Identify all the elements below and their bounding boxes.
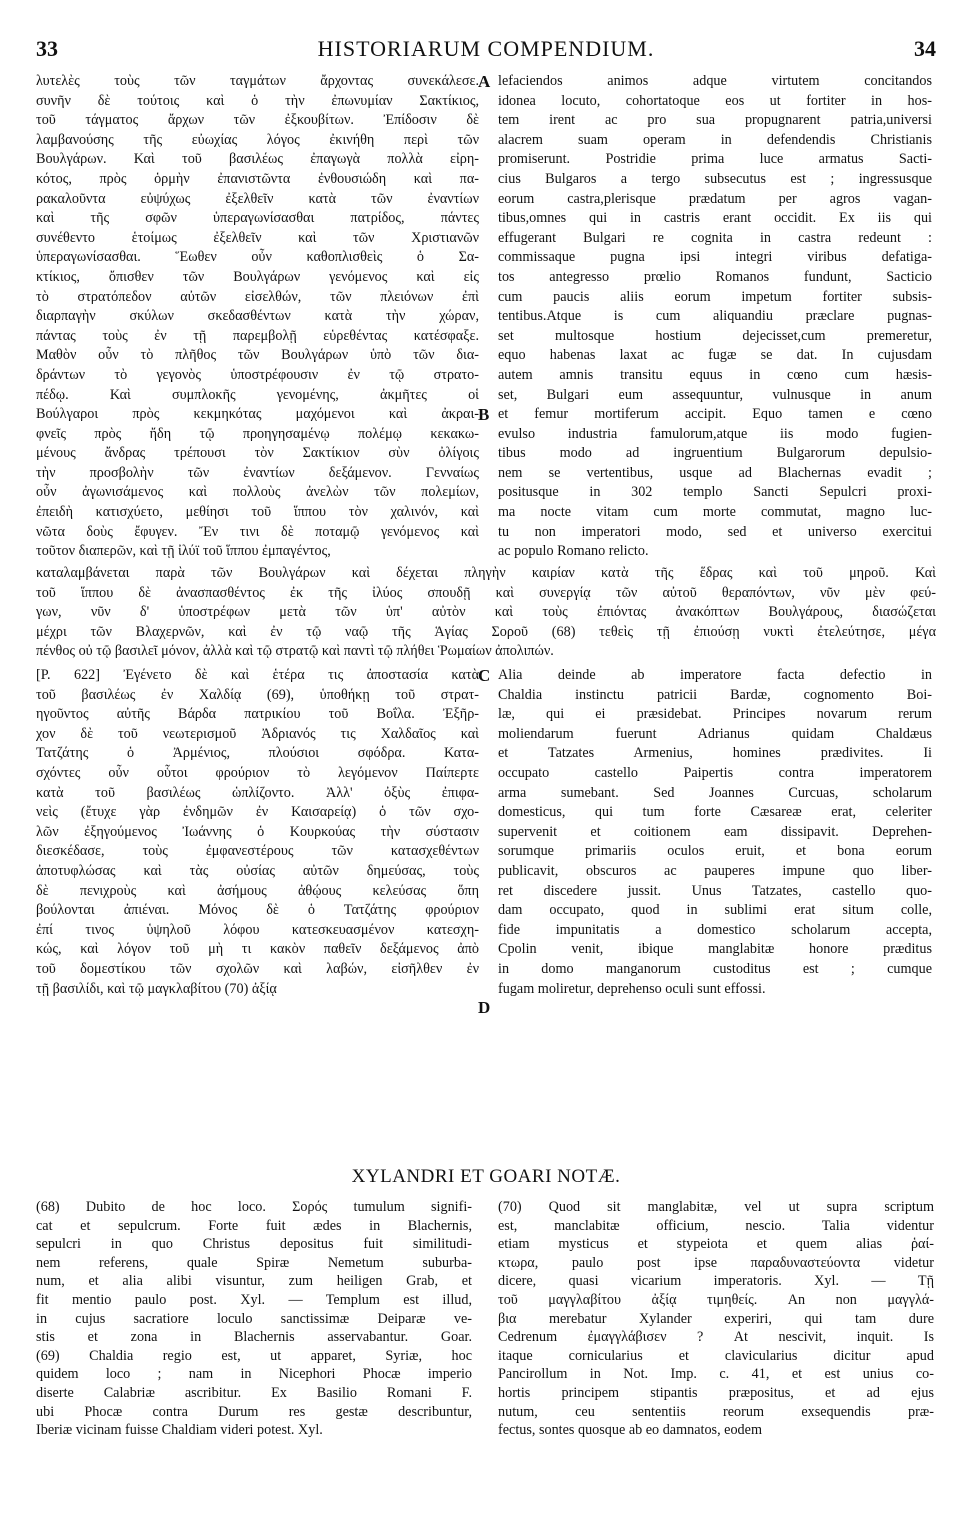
page-number-left: 33	[36, 36, 58, 61]
text-line: συνῆν δὲ τούτοις καὶ ὁ τὴν ἐπωνυμίαν Σακτίκιος,	[36, 92, 479, 109]
text-line: stis et zona in Blachernis asservabantur. Goar.	[36, 1329, 472, 1346]
text-line: cat et sepulcrum. Forte fuit ædes in Blachernis,	[36, 1217, 472, 1234]
greek-column-1	[36, 72, 479, 562]
text-line: βούλονται ἀπιέναι. Μόνος δὲ ὁ Τατζάτης φρούριον	[36, 902, 479, 919]
text-line: πένθος οὐ τῷ βασιλεῖ μόνον, ἀλλὰ καὶ τῷ στρατῷ καὶ παντὶ τῷ πλήθει Ῥωμαίων ἀπολιπών.	[36, 643, 554, 660]
text-line: Βουλγάρων. Καὶ τοῦ βασιλέως ἐπαγωγὰ πολλὰ εἰρη-	[36, 151, 479, 168]
text-line: autem amnis transitu equus in cœno cum hæsis-	[498, 366, 932, 383]
text-line: τοῦ μαγγλαβίτου ἀξίᾳ τιμηθείς. An non μαγγλά-	[498, 1291, 934, 1308]
text-line: et femur mortiferum accipit. Equo tamen e cœno	[498, 406, 932, 423]
latin-column-1	[498, 72, 932, 562]
text-line: τοῦτον διαπερῶν, καὶ τῇ ἰλύϊ τοῦ ἵππου ἐμπαγέντος,	[36, 543, 331, 560]
text-line: idonea locuto, cohortatoque eos ut fortiter in hos-	[498, 92, 932, 109]
text-line: nutum, ceu sententiis reorum exsequendis præ-	[498, 1403, 934, 1420]
text-line: κότος, πρὸς ὁρμὴν ἐπανιστῶντα ἐνθουσιώδη καὶ πα-	[36, 170, 479, 187]
text-line: νεὶς (ἔτυχε γὰρ ἐνδημῶν ἐν Καισαρείᾳ) ὁ τῶν σχο-	[36, 804, 479, 821]
text-line: est, manclabitæ officium, nescio. Talia videntur	[498, 1217, 934, 1234]
text-line: ὑπεραγωνίσασθαι. Ἕωθεν οὖν καθοπλισθεὶς ὁ Σα-	[36, 249, 479, 266]
text-line: φνεῖς πρὸς ἤδη τῷ προηγησαμένῳ πολέμῳ κεκακω-	[36, 425, 479, 442]
text-line: num, et alia alibi visuntur, zum heiligen Grab, et	[36, 1273, 472, 1290]
text-line: tibus modo ad ingruentium Bulgarorum depulsio-	[498, 445, 932, 462]
text-line: nem referens, quale Spiræ Nemetum suburba-	[36, 1254, 472, 1271]
running-title: HISTORIARUM COMPENDIUM.	[317, 36, 655, 61]
text-line: διεσκέδασε, τοὺς ἐμφανεστέρους τῶν κατασχεθέντων	[36, 843, 479, 860]
greek-column-2	[36, 666, 479, 999]
text-line: effugerant Bulgari re cognita in castra redeunt :	[498, 229, 932, 246]
text-line: nem se vertentibus, usque ad Blachernas evadit ;	[498, 464, 932, 481]
footnotes-right	[498, 1198, 934, 1440]
text-line: sepulcri in quo Christus depositus fuit similitudi-	[36, 1236, 472, 1253]
text-line: in domo manganorum custoditus est ; cumque	[498, 960, 932, 977]
text-line: alacrem suam operam in defendendis Christianis	[498, 131, 932, 148]
text-line: in cujus sacratiore loculo sanctissimæ Deiparæ ve-	[36, 1310, 472, 1327]
text-line: cius Bulgaros a tergo subsecutus est ; ingressusque	[498, 170, 932, 187]
text-line: promiserunt. Postridie prima luce armatus Sacti-	[498, 151, 932, 168]
text-line: Cpolin venit, ibique manglabitæ honore præditus	[498, 941, 932, 958]
text-line: quidem loco ; nam in Nicephori Phocæ imperio	[36, 1366, 472, 1383]
text-line: fide impunitatis a domestico scholarum accepta,	[498, 921, 932, 938]
text-line: καὶ τῆς σφῶν ὑπεραγωνίσασθαι πατρίδος, πάντες	[36, 210, 479, 227]
text-line: set, Bulgari eum assequuntur, vulnusque in anum	[498, 386, 932, 403]
text-line: τοῦ δομεστίκου τῶν σχολῶν καὶ λαβών, εἰσῆλθεν ἐν	[36, 960, 479, 977]
text-line: tibus,omnes qui in castris erant occidit. Ex iis qui	[498, 210, 932, 227]
text-line: arma sumebant. Sed Joannes Curcuas, scholarum	[498, 784, 932, 801]
latin-column-2	[498, 666, 932, 999]
text-line: ἐπί τινος ὑψηλοῦ λόφου κατεσκευασμένον κατεσχη-	[36, 921, 479, 938]
text-line: equo habenas laxat ac fugæ se dat. In cujusdam	[498, 347, 932, 364]
page-number-right: 34	[914, 36, 936, 61]
text-line: βια merebatur Xylander experiri, qui tam dure	[498, 1310, 934, 1327]
text-line: τοῦ βασιλέως ἐν Χαλδίᾳ (69), ὑποθήκῃ τοῦ στρατ-	[36, 686, 479, 703]
text-line: τοῦ ἵππου δὲ ἀνασπασθέντος ἐκ τῆς ἰλύος σπουδῇ καὶ συνεργίᾳ τῶν αὐτοῦ θεραπόντων, νῦν μὲν φεύ-	[36, 584, 936, 601]
text-line: Τατζάτης ὁ Ἀρμένιος, πλούσιοι σφόδρα. Κατα-	[36, 745, 479, 762]
text-line: [P. 622] Ἐγένετο δὲ καὶ ἑτέρα τις ἀποστασία κατὰ	[36, 667, 479, 683]
text-line: δράντων τὸ γεγονὸς ὑποστρέφουσιν ἐν τῷ στρατο-	[36, 366, 479, 383]
text-line: diserte Calabriæ ascribitur. Ex Basilio Romani F.	[36, 1384, 472, 1401]
text-line: ηγοῦντος αὐτῆς Βάρδα πατρικίου τοῦ Βοΐλα. Ἐξῆρ-	[36, 706, 479, 723]
text-line: lefaciendos animos adque virtutem concitandos	[498, 73, 932, 89]
text-line: domesticus, qui tum forte Cæsareæ erat, celeriter	[498, 804, 932, 821]
text-line: etiam mysticus et stypeiota et quem alias ῥαί-	[498, 1236, 934, 1253]
text-line: πέδῳ. Καὶ συμπλοκῆς γενομένης, ἀκμῆτες οἱ	[36, 386, 479, 403]
text-line: læ, qui ei præsidebat. Principes novarum rerum	[498, 706, 932, 723]
text-line: Βούλγαροι πρὸς κεκμηκότας μαχόμενοι καὶ ἀκραι-	[36, 406, 479, 423]
full-width-greek-text	[36, 564, 936, 662]
text-line: Μαθὸν οὖν τὸ πλῆθος τῶν Βουλγάρων ὑπὸ τῶν δια-	[36, 347, 479, 364]
text-line: τῇ βασιλίδι, καὶ τῷ μαγκλαβίτου (70) ἀξίᾳ	[36, 980, 277, 997]
text-line: positusque in 302 templo Sancti Sepulcri proxi-	[498, 484, 932, 501]
text-line: καταλαμβάνεται παρὰ τῶν Βουλγάρων καὶ δέχεται πληγὴν καιρίαν κατὰ τῆς ἕδρας καὶ τοῦ μηροῦ. Καὶ	[36, 565, 936, 581]
text-line: σχόντες οὖν οὗτοι φρούριον τὸ λεγόμενον Παίπερτε	[36, 764, 479, 781]
text-line: ubi Phocæ contra Durum res gestæ describuntur,	[36, 1403, 472, 1420]
text-line: (69) Chaldia regio est, ut apparet, Syriæ, hoc	[36, 1347, 472, 1364]
text-line: ma nocte vitam cum morte commutat, magno luc-	[498, 504, 932, 521]
text-line: occupato castello Paipertis contra imperatorem	[498, 764, 932, 781]
text-line: Chaldia instinctu patricii Bardæ, cognomento Boi-	[498, 686, 932, 703]
text-line: Cedrenum ἐμαγγλάβισεν ? At nescivit, inquit. Is	[498, 1329, 934, 1346]
text-line: commissaque pugna ipsi integri viribus defatiga-	[498, 249, 932, 266]
text-line: fectus, sontes quosque ab eo damnatos, eodem	[498, 1422, 762, 1439]
text-line: Alia deinde ab imperatore facta defectio in	[498, 667, 932, 683]
text-line: (68) Dubito de hoc loco. Σορός tumulum signifi-	[36, 1199, 472, 1215]
notes-heading: XYLANDRI ET GOARI NOTÆ.	[351, 1166, 621, 1187]
text-line: δὲ πενιχροὺς καὶ ἀσήμους ἀθῴους κελεύσας ὅπη	[36, 882, 479, 899]
text-line: γων, νῦν δ' ὑποστρέφων μετὰ τῶν ὑπ' αὐτὸν καὶ τοὺς ἐπιόντας ἀνακόπτων Βουλγάρους, διασώζεται	[36, 604, 936, 621]
text-line: τοῦ τάγματος ἄρχων τῶν ἐξκουβίτων. Ἐπίδοσιν δὲ	[36, 112, 479, 129]
text-line: moliendarum fuerunt Adrianus quidam Chaldæus	[498, 725, 932, 742]
text-line: τὴν προσβολὴν τῶν ἐναντίων δεξάμενον. Γενναίως	[36, 464, 479, 481]
text-line: sorumque primariis oculos eruit, et bona eorum	[498, 843, 932, 860]
text-line: tu non imperatori modo, sed et universo exercitui	[498, 523, 932, 540]
text-line: λαμβανούσης τῆς εὐωχίας λόγος ἐκινήθη περὶ τῶν	[36, 131, 479, 148]
margin-marker-b: B	[478, 405, 490, 424]
text-line: κτωρα, paulo post ipse παραδυναστεύοντα videtur	[498, 1254, 934, 1271]
text-line: μέχρι τῶν Βλαχερνῶν, καὶ ἐν τῷ ναῷ τῆς Ἁγίας Σοροῦ (68) τεθεὶς τῇ ἐπιούσῃ νυκτὶ ἐτελεύτησε, μέγα	[36, 623, 936, 640]
text-line: dam occupato, quod in sublimi erat situm colle,	[498, 902, 932, 919]
text-line: tos antegresso prœlio Romanos fundunt, Sacticio	[498, 268, 932, 285]
text-line: μένους ἄνδρας τρέπουσι τὸν Σακτίκιον σὺν ὀλίγοις	[36, 445, 479, 462]
page-header	[36, 36, 936, 66]
text-line: Pancirollum in Not. Imp. c. 41, et est unius co-	[498, 1366, 934, 1383]
text-line: et Tatzates Armenius, homines prædivites. Ii	[498, 745, 932, 762]
text-line: fit mentio paulo post. Xyl. — Templum est illud,	[36, 1291, 472, 1308]
text-line: hortis principem stipantis præpositus, et ad ejus	[498, 1384, 934, 1401]
text-line: πάντας τοὺς ἐν τῇ παρεμβολῇ εὑρεθέντας κατέσφαξε.	[36, 327, 479, 344]
text-line: dicere, quasi vicarium imperatoris. Xyl. — Τῇ	[498, 1273, 934, 1290]
text-line: τὸ στρατόπεδον αὐτῶν εἰσελθών, τῶν πλειόνων ἐπὶ	[36, 288, 479, 305]
text-line: eorum castra,plerisque prædatum per agros vagan-	[498, 190, 932, 207]
text-line: cum paucis aliis eorum impetum fortiter subsis-	[498, 288, 932, 305]
margin-marker-c: C	[478, 666, 491, 685]
text-line: κώς, καὶ λόγον τοῦ μὴ τι κακὸν παθεῖν δεξάμενος ἀπὸ	[36, 941, 479, 958]
text-line: ret discedere jussit. Unus Tatzates, castello quo-	[498, 882, 932, 899]
text-line: λυτελὲς τοὺς τῶν ταγμάτων ἄρχοντας συνεκάλεσε.	[36, 73, 479, 89]
text-line: publicavit, obscuros ac pauperes impune quo liber-	[498, 862, 932, 879]
text-line: ἀποτυφλώσας καὶ τὰς οὐσίας αὐτῶν δημεύσας, τοὺς	[36, 862, 479, 879]
text-line: συνέθεντο ἑτοίμως ἐξελθεῖν καὶ τῶν Χριστιανῶν	[36, 229, 479, 246]
text-line: νῶτα δοὺς ἔφυγεν. Ἔν τινι δὲ ποταμῷ γενόμενος καὶ	[36, 523, 479, 540]
text-line: tem irent ac pro sua propugnarent patria,universi	[498, 112, 932, 129]
footnotes-left	[36, 1198, 472, 1440]
text-line: (70) Quod sit manglabitæ, vel ut supra scriptum	[498, 1199, 934, 1215]
text-line: ἐπειδὴ κατισχύετο, μεθίησι τοῦ ἵππου τὸν χαλινόν, καὶ	[36, 504, 479, 521]
text-line: supervenit et coitionem eam dissipavit. Deprehen-	[498, 823, 932, 840]
text-line: λῶν ἐξηγούμενος Ἰωάννης ὁ Κουρκούας τὴν σύστασιν	[36, 823, 479, 840]
text-line: itaque cornicularius et clavicularius dicitur apud	[498, 1347, 934, 1364]
text-line: κατὰ τοῦ βασιλέως ὡπλίζοντο. Ἀλλ' ὀξὺς ἐπιφα-	[36, 784, 479, 801]
margin-marker-a: A	[478, 72, 491, 91]
text-line: ρακαλοῦντα εὐψύχως ἐξελθεῖν κατὰ τῶν ἐναντίων	[36, 190, 479, 207]
text-line: οὖν ἀγωνισάμενος καὶ πολλοὺς ἀνελὼν τῶν πολεμίων,	[36, 484, 479, 501]
text-line: evulso industria famulorum,atque iis modo fugien-	[498, 425, 932, 442]
text-line: διαρπαγὴν σκύλων σκεδασθέντων κατὰ τὴν χώραν,	[36, 308, 479, 325]
text-line: χον δὲ τοῦ νεωτερισμοῦ Ἀδριανός τις Χαλδαῖος καὶ	[36, 725, 479, 742]
margin-marker-d: D	[478, 998, 491, 1017]
text-line: tentibus.Atque is cum aliquandiu præclare pugnas-	[498, 308, 932, 325]
text-line: set multosque hostium dejecisset,cum premeretur,	[498, 327, 932, 344]
text-line: fugam moliretur, deprehenso oculi sunt effossi.	[498, 980, 766, 997]
text-line: κτίκιος, ὄπισθεν τῶν Βουλγάρων γενόμενος καὶ εἰς	[36, 268, 479, 285]
text-line: Iberiæ vicinam fuisse Chaldiam videri potest. Xyl.	[36, 1422, 323, 1439]
text-line: ac populo Romano relicto.	[498, 543, 649, 560]
